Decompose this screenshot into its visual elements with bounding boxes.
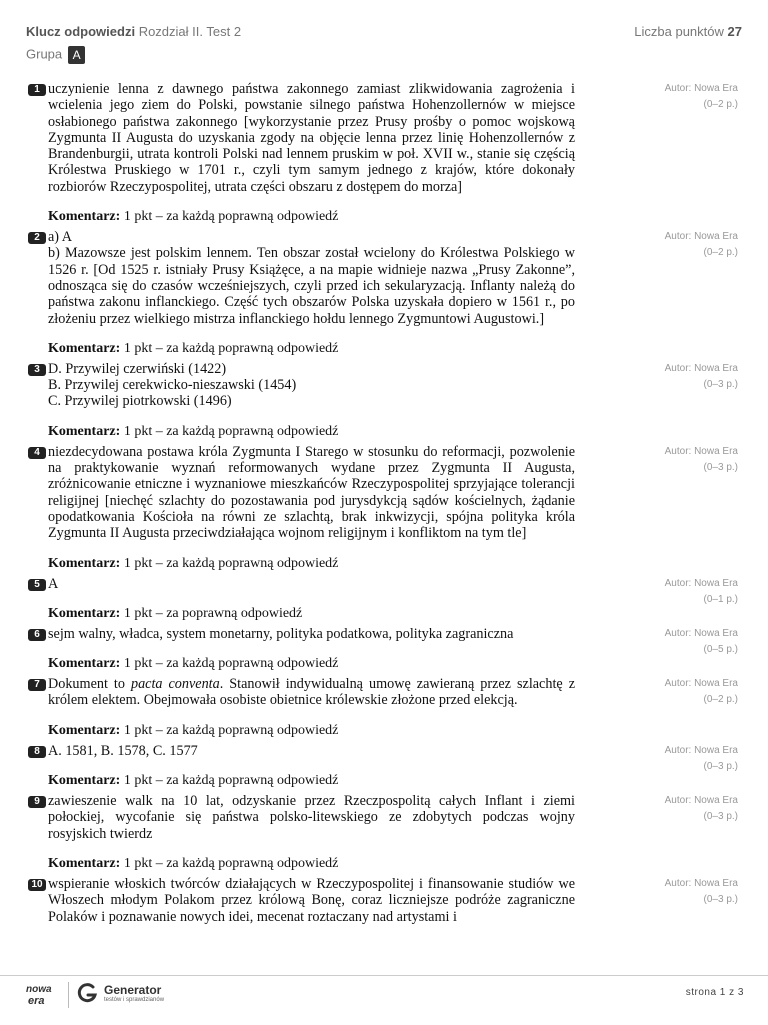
task-answer	[48, 229, 575, 327]
task-item	[26, 876, 742, 925]
task-item	[26, 625, 742, 655]
group-badge: A	[68, 46, 85, 64]
answer-line: A. 1581, B. 1578, C. 1577	[48, 742, 198, 759]
task-author: Autor: Nowa Era	[664, 678, 738, 690]
task-points: (0–5 p.)	[703, 643, 738, 655]
task-item	[26, 444, 742, 542]
answer-line: Dokument to pacta conventa. Stanowił indywidualną umowę zawieraną przez szlachtę z królem elektem. Obejmowała osobiste obietnice królewskie złożone przed elekcją.	[48, 676, 575, 709]
answer-line: a) A	[48, 229, 73, 246]
comment-label: Komentarz:	[48, 209, 121, 225]
logo-text-bottom: era	[28, 995, 45, 1007]
task-meta	[613, 676, 738, 708]
task-answer	[48, 576, 575, 592]
comment-text: 1 pkt – za każdą poprawną odpowiedź	[123, 340, 339, 356]
answer-line: A	[48, 575, 59, 592]
task-comment	[48, 341, 742, 357]
task-answer	[48, 81, 575, 195]
task-meta	[613, 876, 738, 908]
task-points: (0–2 p.)	[703, 247, 738, 259]
task-item	[26, 742, 742, 772]
task-number-badge: 6	[28, 629, 46, 641]
task-author: Autor: Nowa Era	[664, 362, 738, 374]
task-comment	[48, 723, 742, 739]
task-meta	[613, 361, 738, 393]
comment-text: 1 pkt – za każdą poprawną odpowiedź	[123, 423, 339, 439]
page-header	[26, 24, 742, 68]
task-points: (0–3 p.)	[703, 461, 738, 473]
task-comment	[48, 773, 742, 789]
task-number-badge: 1	[28, 84, 46, 96]
comment-text: 1 pkt – za każdą poprawną odpowiedź	[123, 773, 339, 789]
comment-label: Komentarz:	[48, 722, 121, 738]
comment-text: 1 pkt – za każdą poprawną odpowiedź	[123, 656, 339, 672]
answer-line: D. Przywilej czerwiński (1422)	[48, 360, 227, 377]
nowa-era-logo	[24, 982, 64, 1008]
task-comment	[48, 209, 742, 225]
generator-logo-icon	[76, 982, 98, 1004]
task-item	[26, 575, 742, 605]
task-points: (0–3 p.)	[703, 760, 738, 772]
comment-label: Komentarz:	[48, 555, 121, 571]
comment-label: Komentarz:	[48, 340, 121, 356]
answer-line: sejm walny, władca, system monetarny, polityka podatkowa, polityka zagraniczna	[48, 625, 514, 642]
comment-text: 1 pkt – za każdą poprawną odpowiedź	[123, 855, 339, 871]
task-author: Autor: Nowa Era	[664, 877, 738, 889]
comment-label: Komentarz:	[48, 605, 121, 621]
task-number-badge: 2	[28, 232, 46, 244]
task-comment	[48, 606, 742, 622]
logo-divider	[68, 982, 69, 1008]
task-points: (0–1 p.)	[703, 593, 738, 605]
page-number: strona 1 z 3	[685, 987, 744, 998]
task-number-badge: 10	[28, 879, 46, 891]
task-meta	[613, 743, 738, 775]
task-author: Autor: Nowa Era	[664, 577, 738, 589]
comment-label: Komentarz:	[48, 773, 121, 789]
task-answer	[48, 793, 575, 842]
task-number-badge: 7	[28, 679, 46, 691]
task-number-badge: 9	[28, 796, 46, 808]
group-indicator	[26, 46, 85, 64]
task-item	[26, 81, 742, 195]
task-author: Autor: Nowa Era	[664, 83, 738, 94]
points-label: Liczba punktów	[634, 24, 724, 39]
task-meta	[613, 626, 738, 658]
task-answer	[48, 444, 575, 542]
answer-line: zawieszenie walk na 10 lat, odzyskanie przez Rzeczpospolitą całych Inflant i ziemi połockiej, wycofanie się państwa polsko-litewskiego ze zdobytych podczas wojny rosyjskich twierdz	[48, 793, 575, 842]
group-label: Grupa	[26, 46, 63, 62]
task-points: (0–2 p.)	[703, 694, 738, 706]
task-points: (0–3 p.)	[703, 378, 738, 390]
answer-line: B. Przywilej cerekwicko-nieszawski (1454)	[48, 377, 297, 394]
task-number-badge: 8	[28, 746, 46, 758]
points-total	[634, 24, 742, 39]
task-answer	[48, 743, 575, 759]
comment-text: 1 pkt – za każdą poprawną odpowiedź	[123, 209, 339, 225]
task-author: Autor: Nowa Era	[664, 627, 738, 639]
task-points: (0–3 p.)	[703, 893, 738, 905]
comment-text: 1 pkt – za każdą poprawną odpowiedź	[123, 722, 339, 738]
task-author: Autor: Nowa Era	[664, 744, 738, 756]
task-answer	[48, 676, 575, 709]
comment-text: 1 pkt – za poprawną odpowiedź	[123, 605, 303, 621]
answer-line: C. Przywilej piotrkowski (1496)	[48, 393, 232, 410]
task-author: Autor: Nowa Era	[664, 231, 738, 243]
points-value: 27	[727, 24, 742, 39]
generator-subtitle: testów i sprawdzianów	[104, 997, 165, 1003]
task-comment	[48, 856, 742, 872]
task-item	[26, 676, 742, 709]
title-bold: Klucz odpowiedzi	[26, 24, 136, 39]
task-answer	[48, 626, 575, 642]
answer-list	[26, 81, 742, 925]
task-author: Autor: Nowa Era	[664, 795, 738, 807]
task-item	[26, 793, 742, 842]
answer-line: niezdecydowana postawa króla Zygmunta I Starego w stosunku do reformacji, pozwolenie na praktykowanie wyznań reformowanych wydane przez Zygmunta II Augusta, zróżnicowanie etniczne i wyznaniowe mieszkańców Rzeczypospolitej sprzyjające tolerancji religijnej [niechęć szlachty do pozostawania pod jurysdykcją sądów kościelnych, żądanie opodatkowania Kościoła na równi ze szlachtą, brak inkwizycji, spójna polityka króla Zygmunta II Augusta przeciwdziałająca wojnom religijnym i konfliktom na tym tle]	[48, 443, 575, 542]
task-meta	[613, 576, 738, 608]
task-answer	[48, 876, 575, 925]
logo-text-top: nowa	[26, 984, 52, 995]
answer-line: wspieranie włoskich twórców działających w Rzeczypospolitej i finansowanie studiów we Włoszech młodym Polakom przez królową Bonę, coraz liczniejsze podróże zagraniczne Polaków i poznawanie nowych idei, mecenat roztaczany nad artystami i	[48, 875, 575, 925]
task-points: (0–2 p.)	[703, 99, 738, 110]
comment-label: Komentarz:	[48, 656, 121, 672]
task-author: Autor: Nowa Era	[664, 445, 738, 457]
page-footer	[0, 975, 768, 1025]
task-number-badge: 3	[28, 364, 46, 376]
task-meta	[613, 444, 738, 476]
task-meta	[613, 229, 738, 261]
comment-text: 1 pkt – za każdą poprawną odpowiedź	[123, 555, 339, 571]
comment-label: Komentarz:	[48, 855, 121, 871]
task-answer	[48, 361, 575, 410]
task-item	[26, 229, 742, 327]
comment-label: Komentarz:	[48, 423, 121, 439]
answer-line: b) Mazowsze jest polskim lennem. Ten obszar został wcielony do Królestwa Polskiego w 1526 r. [Od 1525 r. istniały Prusy Książęce, a na mapie widnieje nazwa „Prusy Zakonne”, odnosząca się do czasów wcześniejszych, czyli przed ich sekularyzacją. Inflanty należą do państwa zakonu inflanckiego. Część tych obszarów Polska uzyskała dopiero w 1561 r., po złożeniu przez wielkiego mistrza inflanckiego hołdu lennego Zygmuntowi Augustowi.]	[48, 245, 575, 327]
task-number-badge: 5	[28, 579, 46, 591]
task-comment	[48, 424, 742, 440]
answer-line: uczynienie lenna z dawnego państwa zakonnego zamiast zlikwidowania zagrożenia i wcielenia jego ziem do Polski, powstanie silnego państwa Hohenzollernów w miejsce osłabionego państwa zakonnego [wykorzystanie przez Prusy prośby o pomoc wojskową Zygmunta II Augusta do uzyskania zgody na objęcie lenna przez linię Hohenzollernów z Brandenburgii, utrata kontroli Polski nad lennem pruskim w poł. XVII w., stanie się częścią Królestwa Pruskiego w 1701 r., czyli tym samym jednego z krajów, które dokonały rozbiorów Rzeczypospolitej, utrata części obszaru z dostępem do morza]	[48, 81, 575, 195]
task-item	[26, 361, 742, 410]
task-comment	[48, 556, 742, 572]
title-rest: Rozdział II. Test 2	[138, 24, 242, 39]
task-number-badge: 4	[28, 447, 46, 459]
task-points: (0–3 p.)	[703, 811, 738, 823]
generator-title: Generator	[104, 983, 162, 997]
task-meta	[613, 793, 738, 825]
task-meta	[613, 81, 738, 113]
document-title	[26, 24, 241, 39]
task-comment	[48, 656, 742, 672]
